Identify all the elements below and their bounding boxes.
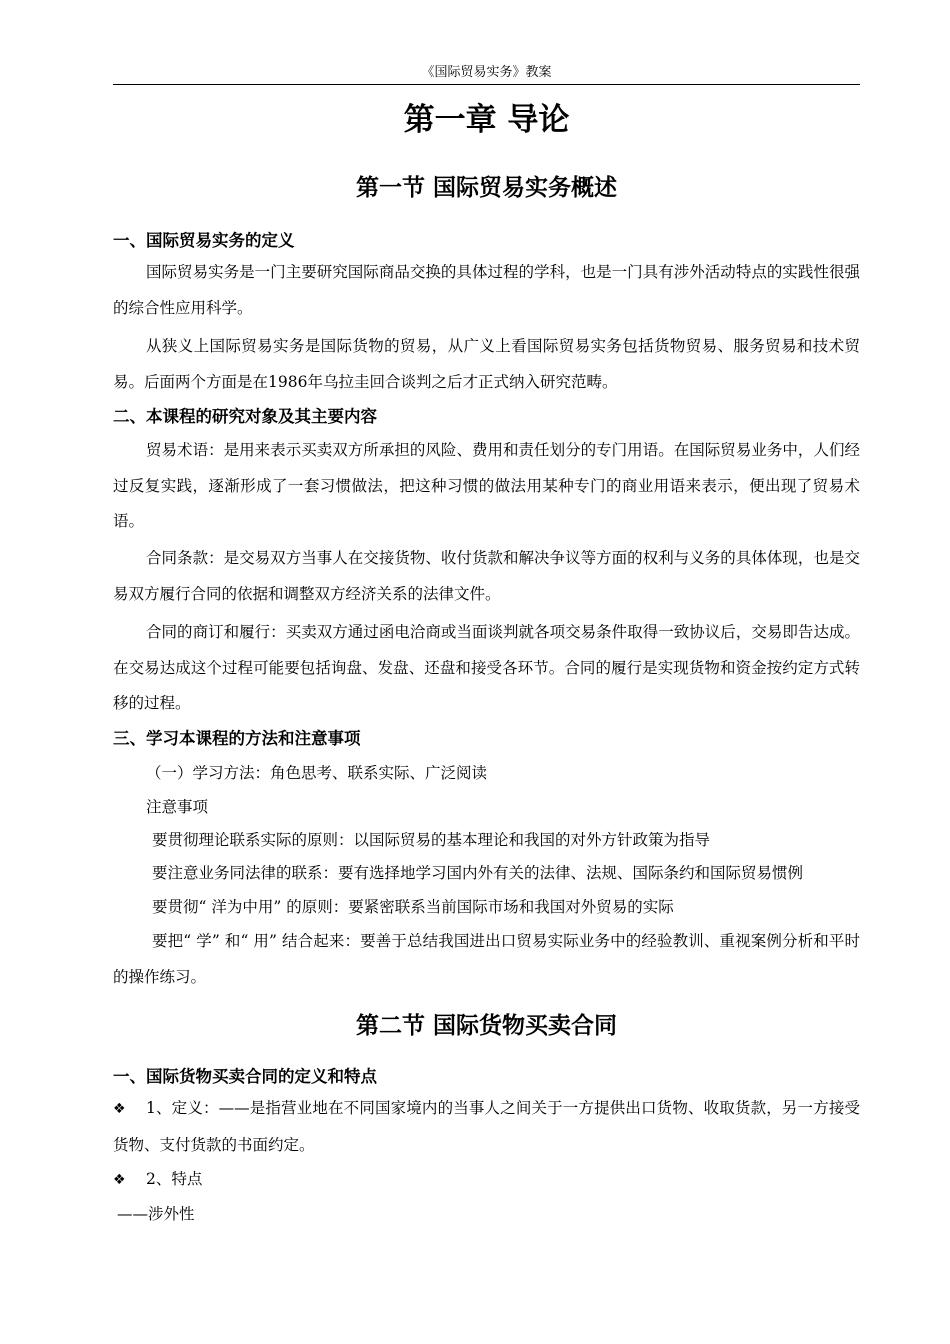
paragraph-definition: 国际贸易实务是一门主要研究国际商品交换的具体过程的学科，也是一门具有涉外活动特点的实践性很强的综合性应用科学。 bbox=[113, 263, 860, 317]
bullet-features-text: 2、特点 bbox=[146, 1170, 203, 1188]
section-title-2: 第二节 国际货物买卖合同 bbox=[355, 1013, 617, 1039]
heading-study-methods: 三、学习本课程的方法和注意事项 bbox=[113, 729, 361, 748]
bullet-definition-text: 1、定义：——是指营业地在不同国家境内的当事人之间关于一方提供出口货物、收取货款，另一方接受货物、支付货款的书面约定。 bbox=[113, 1099, 860, 1154]
paragraph-contract-clauses: 合同条款：是交易双方当事人在交接货物、收付货款和解决争议等方面的权利与义务的具体体现，也是交易双方履行合同的依据和调整双方经济关系的法律文件。 bbox=[113, 549, 860, 603]
diamond-bullet-icon: ❖ bbox=[113, 1101, 126, 1117]
heading-definition: 一、国际贸易实务的定义 bbox=[113, 231, 295, 250]
paragraph-contract-negotiation: 合同的商订和履行：买卖双方通过函电洽商或当面谈判就各项交易条件取得一致协议后，交易即告达成。在交易达成这个过程可能要包括询盘、发盘、还盘和接受各环节。合同的履行是实现货物和资金按约定方式转移的过程。 bbox=[113, 623, 860, 712]
bullet-item-definition bbox=[113, 1091, 860, 1163]
heading-course-content: 二、本课程的研究对象及其主要内容 bbox=[113, 407, 377, 426]
feature-foreign-related: ——涉外性 bbox=[117, 1205, 195, 1223]
page-header: 《国际贸易实务》教案 bbox=[113, 64, 860, 85]
paragraph-trade-terms: 贸易术语：是用来表示买卖双方所承担的风险、费用和责任划分的专门用语。在国际贸易业务中，人们经过反复实践，逐渐形成了一套习惯做法，把这种习惯的做法用某种专门的商业用语来表示，便出现了贸易术语。 bbox=[113, 441, 860, 530]
heading-contract-definition: 一、国际货物买卖合同的定义和特点 bbox=[113, 1067, 377, 1086]
paragraph-scope: 从狭义上国际贸易实务是国际货物的贸易，从广义上看国际贸易实务包括货物贸易、服务贸易和技术贸易。后面两个方面是在1986年乌拉圭回合谈判之后才正式纳入研究范畴。 bbox=[113, 337, 860, 391]
section-title-1: 第一节 国际贸易实务概述 bbox=[355, 175, 617, 201]
note-item-4: 要把“ 学” 和“ 用” 结合起来：要善于总结我国进出口贸易实际业务中的经验教训、重视案例分析和平时的操作练习。 bbox=[113, 932, 860, 986]
notes-label: 注意事项 bbox=[146, 798, 209, 816]
diamond-bullet-icon: ❖ bbox=[113, 1172, 126, 1188]
note-item-1: 要贯彻理论联系实际的原则：以国际贸易的基本理论和我国的对外方针政策为指导 bbox=[152, 831, 711, 849]
bullet-item-features bbox=[113, 1162, 860, 1199]
note-item-2: 要注意业务同法律的联系：要有选择地学习国内外有关的法律、法规、国际条约和国际贸易惯例 bbox=[152, 864, 804, 882]
chapter-title: 第一章 导论 bbox=[403, 102, 570, 138]
note-item-3: 要贯彻“ 洋为中用” 的原则：要紧密联系当前国际市场和我国对外贸易的实际 bbox=[152, 898, 674, 916]
study-methods-line: （一）学习方法：角色思考、联系实际、广泛阅读 bbox=[146, 764, 488, 782]
